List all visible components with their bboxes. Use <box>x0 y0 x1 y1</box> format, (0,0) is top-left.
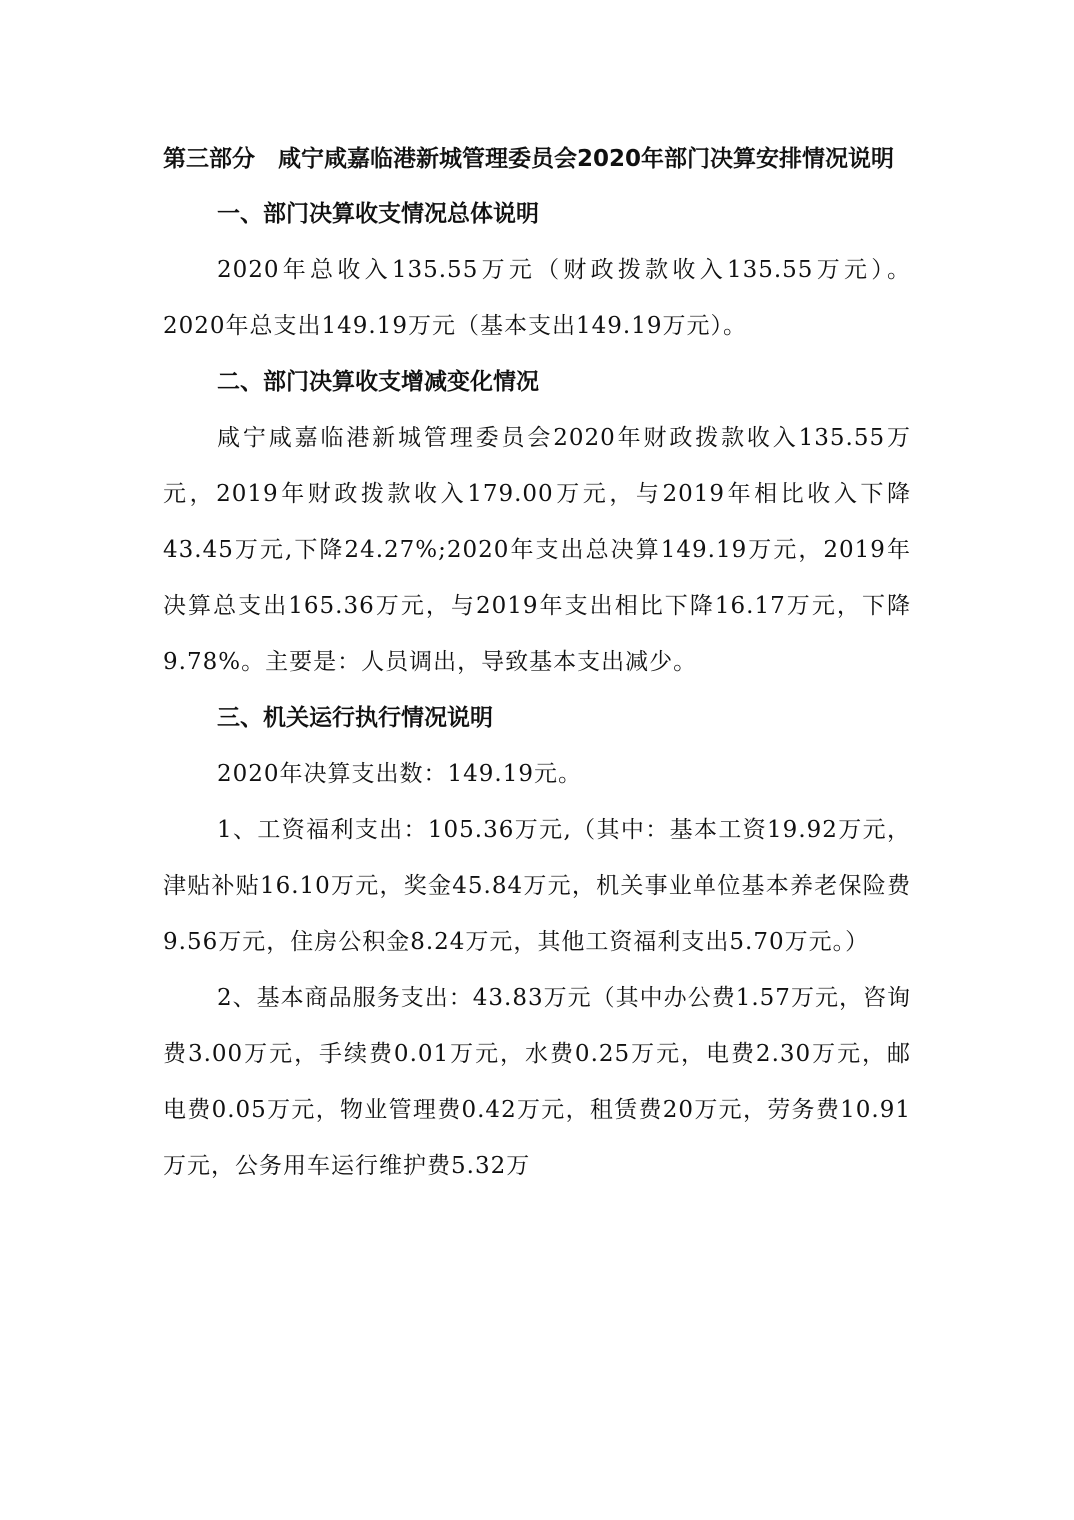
document-page <box>163 132 911 1194</box>
section-heading-3: 三、机关运行执行情况说明 <box>217 705 493 731</box>
section-2-paragraph-1: 咸宁咸嘉临港新城管理委员会2020年财政拨款收入135.55万元，2019年财政拨款收入179.00万元，与2019年相比收入下降43.45万元,下降24.27%;2020年支出总决算149.19万元，2019年决算总支出165.36万元，与2019年支出相比下降16.17万元，下降9.78%。主要是：人员调出，导致基本支出减少。 <box>163 425 911 675</box>
section-3-paragraph-1: 2020年决算支出数：149.19元。 <box>217 761 583 787</box>
section-3-paragraph-2: 1、工资福利支出：105.36万元,（其中：基本工资19.92万元，津贴补贴16.10万元，奖金45.84万元，机关事业单位基本养老保险费9.56万元，住房公积金8.24万元，其他工资福利支出5.70万元。） <box>163 817 911 955</box>
section-heading-2: 二、部门决算收支增减变化情况 <box>217 369 539 395</box>
section-3-paragraph-3: 2、基本商品服务支出：43.83万元（其中办公费1.57万元，咨询费3.00万元，手续费0.01万元，水费0.25万元，电费2.30万元，邮电费0.05万元，物业管理费0.42万元，租赁费20万元，劳务费10.91万元，公务用车运行维护费5.32万 <box>163 985 911 1179</box>
document-title: 第三部分 咸宁咸嘉临港新城管理委员会2020年部门决算安排情况说明 <box>163 146 895 172</box>
section-heading-1: 一、部门决算收支情况总体说明 <box>217 201 539 227</box>
section-1-paragraph-1: 2020年总收入135.55万元（财政拨款收入135.55万元）。2020年总支出149.19万元（基本支出149.19万元）。 <box>163 257 911 339</box>
